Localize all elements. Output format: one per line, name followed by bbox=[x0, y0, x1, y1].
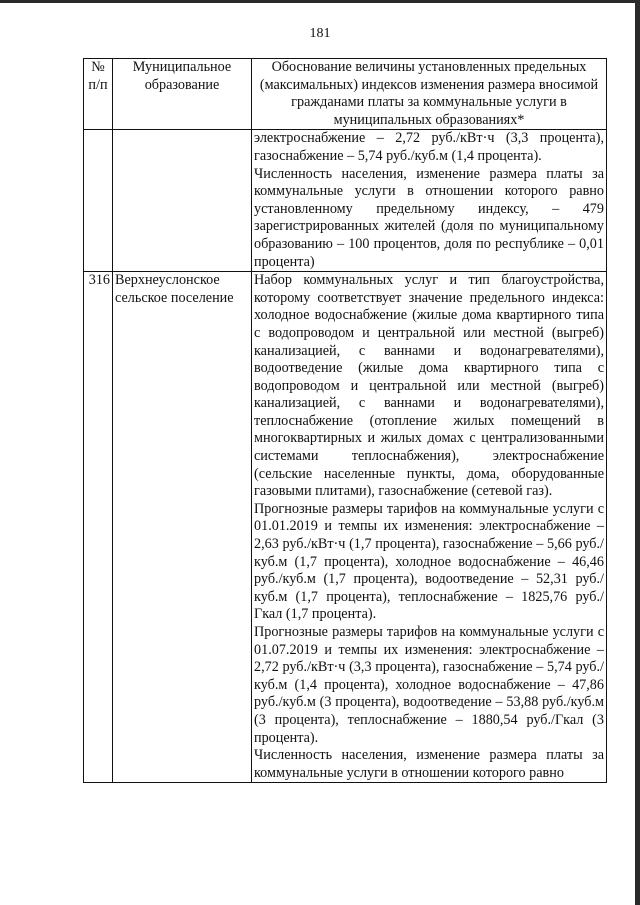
paragraph-population: Численность населения, изменение размера платы за коммунальные услуги в отношении которого равно bbox=[254, 747, 604, 781]
cell-number: 316 bbox=[84, 272, 113, 783]
paragraph-population: Численность населения, изменение размера платы за коммунальные услуги в отношении которого равно установленному предельному индексу, – 479 зарегистрированных жителей (доля по муниципальному образованию – 100 процентов, доля по республике – 0,01 процента) bbox=[254, 165, 604, 270]
header-justification: Обоснование величины установленных предельных (максимальных) индексов изменения размера вносимой гражданами платы за коммунальные услуги в муниципальных образованиях* bbox=[252, 59, 607, 130]
scan-edge-right bbox=[635, 0, 640, 905]
page-number: 181 bbox=[309, 26, 331, 41]
cell-justification bbox=[252, 272, 607, 783]
cell-justification-continued bbox=[252, 130, 607, 272]
header-number: № п/п bbox=[84, 59, 113, 130]
table-header-row bbox=[84, 59, 607, 130]
cell-municipality: Верхнеуслонское сельское поселение bbox=[113, 272, 252, 783]
cell-number-empty bbox=[84, 130, 113, 272]
header-municipality: Муниципальное образование bbox=[113, 59, 252, 130]
paragraph-services-set: Набор коммунальных услуг и тип благоустройства, которому соответствует значение предельного индекса: холодное водоснабжение (жилые дома квартирного типа с водопроводом и центральной или местной (выгреб) канализацией, с ваннами и водонагревателями), водоотведение (жилые дома квартирного типа с водопроводом и центральной или местной (выгреб) канализацией, с ваннами и водонагревателями), теплоснабжение (отопление жилых помещений в многоквартирных и жилых домах с централизованными системами теплоснабжения), электроснабжение (сельские населенные пункты, дома, оборудованные газовыми плитами), газоснабжение (сетевой газ). bbox=[254, 272, 604, 500]
scan-edge-top bbox=[0, 0, 640, 3]
paragraph-tariffs-jan: Прогнозные размеры тарифов на коммунальные услуги с 01.01.2019 и темпы их изменения: электроснабжение – 2,63 руб./кВт·ч (1,7 процента), газоснабжение – 5,66 руб./куб.м (1,7 процента), холодное водоснабжение – 46,46 руб./куб.м (1,7 процента), водоотведение – 52,31 руб./куб.м (1,7 процента), теплоснабжение – 1825,76 руб./Гкал (1,7 процента). bbox=[254, 500, 604, 623]
tariff-table bbox=[83, 58, 607, 783]
table-row-continued bbox=[84, 130, 607, 272]
table-row-316 bbox=[84, 272, 607, 783]
paragraph-tariffs-jul: Прогнозные размеры тарифов на коммунальные услуги с 01.07.2019 и темпы их изменения: электроснабжение – 2,72 руб./кВт·ч (3,3 процента), газоснабжение – 5,74 руб./куб.м (1,4 процента), холодное водоснабжение – 47,86 руб./куб.м (3 процента), водоотведение – 53,88 руб./куб.м (3 процента), теплоснабжение – 1880,54 руб./Гкал (3 процента). bbox=[254, 624, 604, 746]
cell-municipality-empty bbox=[113, 130, 252, 272]
paragraph-tariffs-tail: электроснабжение – 2,72 руб./кВт·ч (3,3 процента), газоснабжение – 5,74 руб./куб.м (1,4 процента). bbox=[254, 130, 604, 164]
